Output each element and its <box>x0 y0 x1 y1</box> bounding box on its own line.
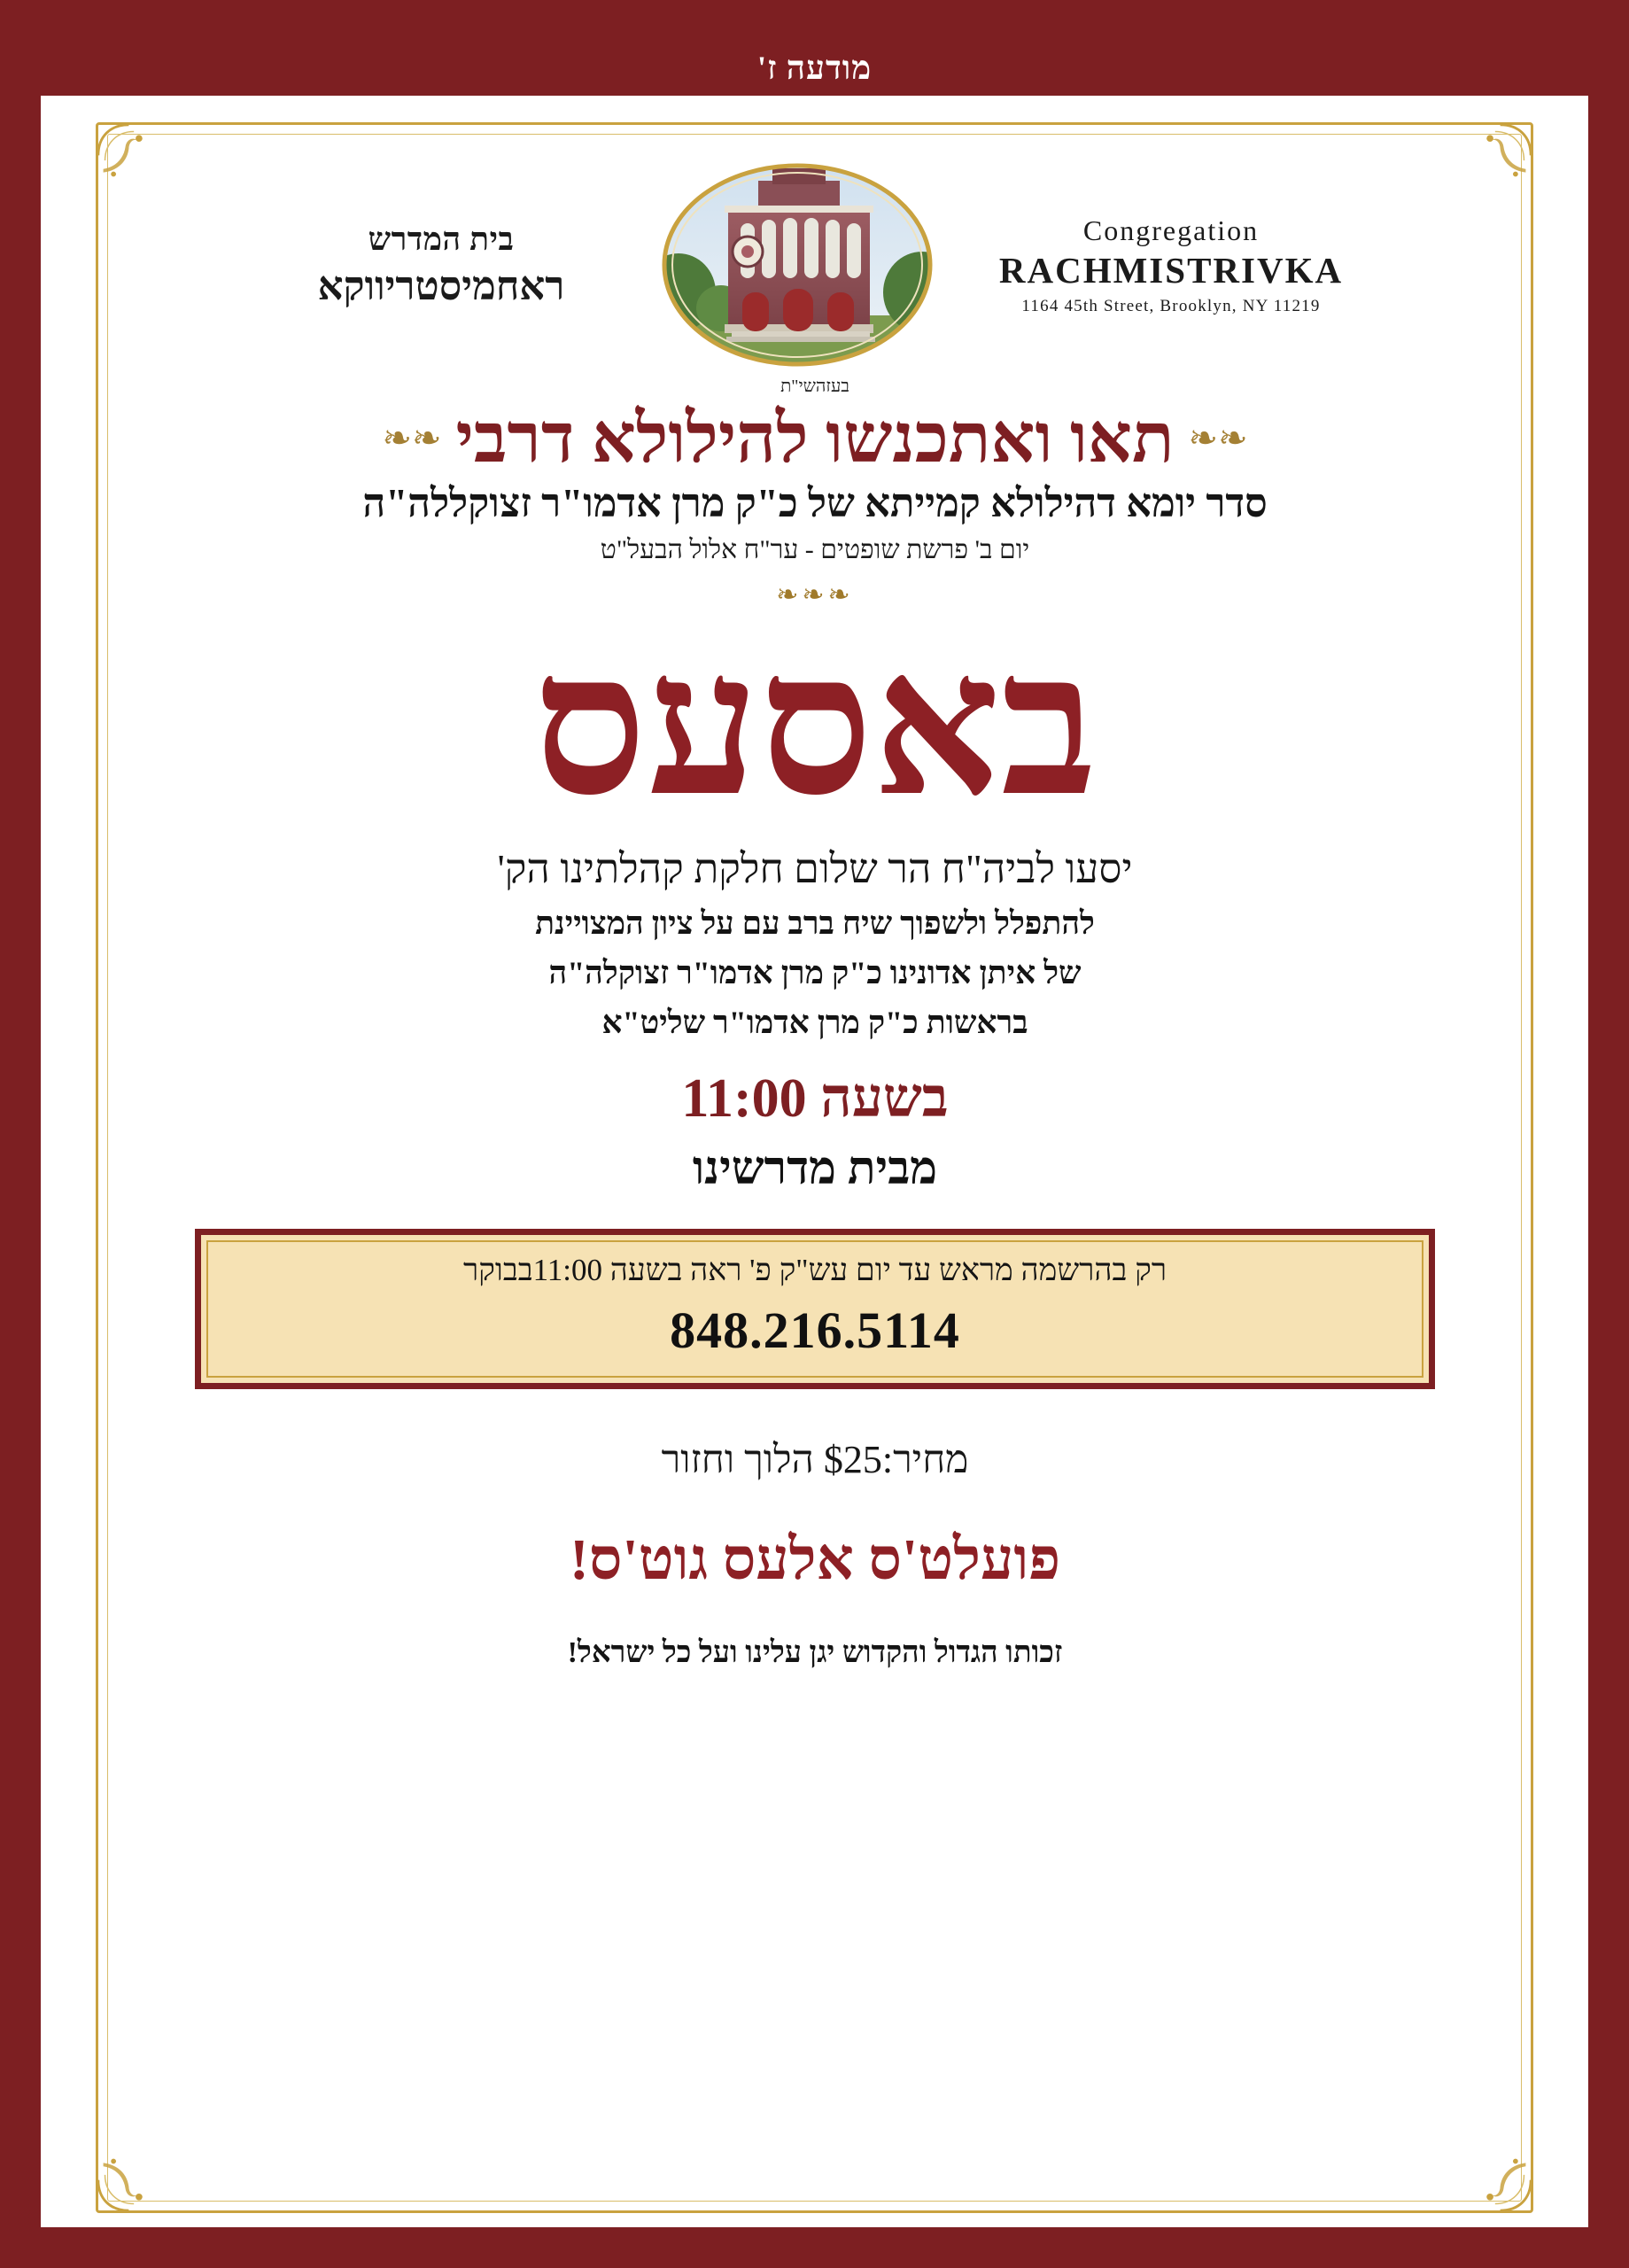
congregation-word: Congregation <box>1082 214 1260 246</box>
flourish-left-icon: ❧❧ <box>1188 417 1248 458</box>
purpose-line-2: של איתן אדונינו כ"ק מרן אדמו"ר זצוקלה"ה <box>548 954 1082 990</box>
blessing-headline: פועלט'ס אלעס גוט'ס! <box>569 1526 1061 1592</box>
subtitle-primary: סדר יומא דהילולא קמייתא של כ"ק מרן אדמו"ר זצוקללה"ה <box>362 480 1268 525</box>
purpose-line-1: להתפלל ולשפוך שיח ברב עם על ציון המצויינת <box>535 905 1095 941</box>
subtitle-date: יום ב' פרשת שופטים - ער"ח אלול הבעל"ט <box>600 534 1030 564</box>
flourish-right-icon: ❧❧ <box>382 417 442 458</box>
congregation-hebrew-line2: ראחמיסטריווקא <box>317 264 565 308</box>
top-banner-label: מודעה ז' <box>756 50 873 87</box>
purpose-line-3: בראשות כ"ק מרן אדמו"ר שליט"א <box>601 1004 1028 1040</box>
poster-content <box>115 137 1515 2202</box>
price-line: מחיר:$25 הלוך וחזור <box>661 1437 969 1481</box>
registration-box <box>195 1229 1435 1389</box>
departure-place: מבית מדרשינו <box>692 1143 938 1194</box>
letterhead <box>115 159 1515 371</box>
top-banner <box>41 41 1588 96</box>
congregation-hebrew-line1: בית המדרש <box>368 221 515 257</box>
ornament-divider-icon: ❧❧❧ <box>776 579 854 610</box>
congregation-address: 1164 45th Street, Brooklyn, NY 11219 <box>1021 296 1321 315</box>
main-title: תאו ואתכנשו להילולא דרבי <box>455 400 1175 477</box>
bsd-text: בעזהשי"ת <box>780 377 849 396</box>
congregation-name: RACHMISTRIVKA <box>998 249 1344 291</box>
departure-time: בשעה 11:00 <box>681 1068 949 1129</box>
destination-line: יסעו לביה"ח הר שלום חלקת קהלתינו הק' <box>497 845 1133 891</box>
registration-note: רק בהרשמה מראש עד יום עש"ק פ' ראה בשעה 11:00בבוקר <box>462 1252 1167 1287</box>
congregation-name-english <box>967 214 1375 316</box>
headline-word: באסעס <box>532 614 1098 836</box>
main-title-row <box>115 402 1515 475</box>
registration-phone[interactable]: 848.216.5114 <box>670 1301 960 1359</box>
closing-blessing: זכותו הגדול והקדוש יגן עלינו ועל כל ישראל! <box>567 1635 1063 1669</box>
synagogue-building-icon <box>643 159 951 370</box>
congregation-name-hebrew <box>255 221 627 309</box>
